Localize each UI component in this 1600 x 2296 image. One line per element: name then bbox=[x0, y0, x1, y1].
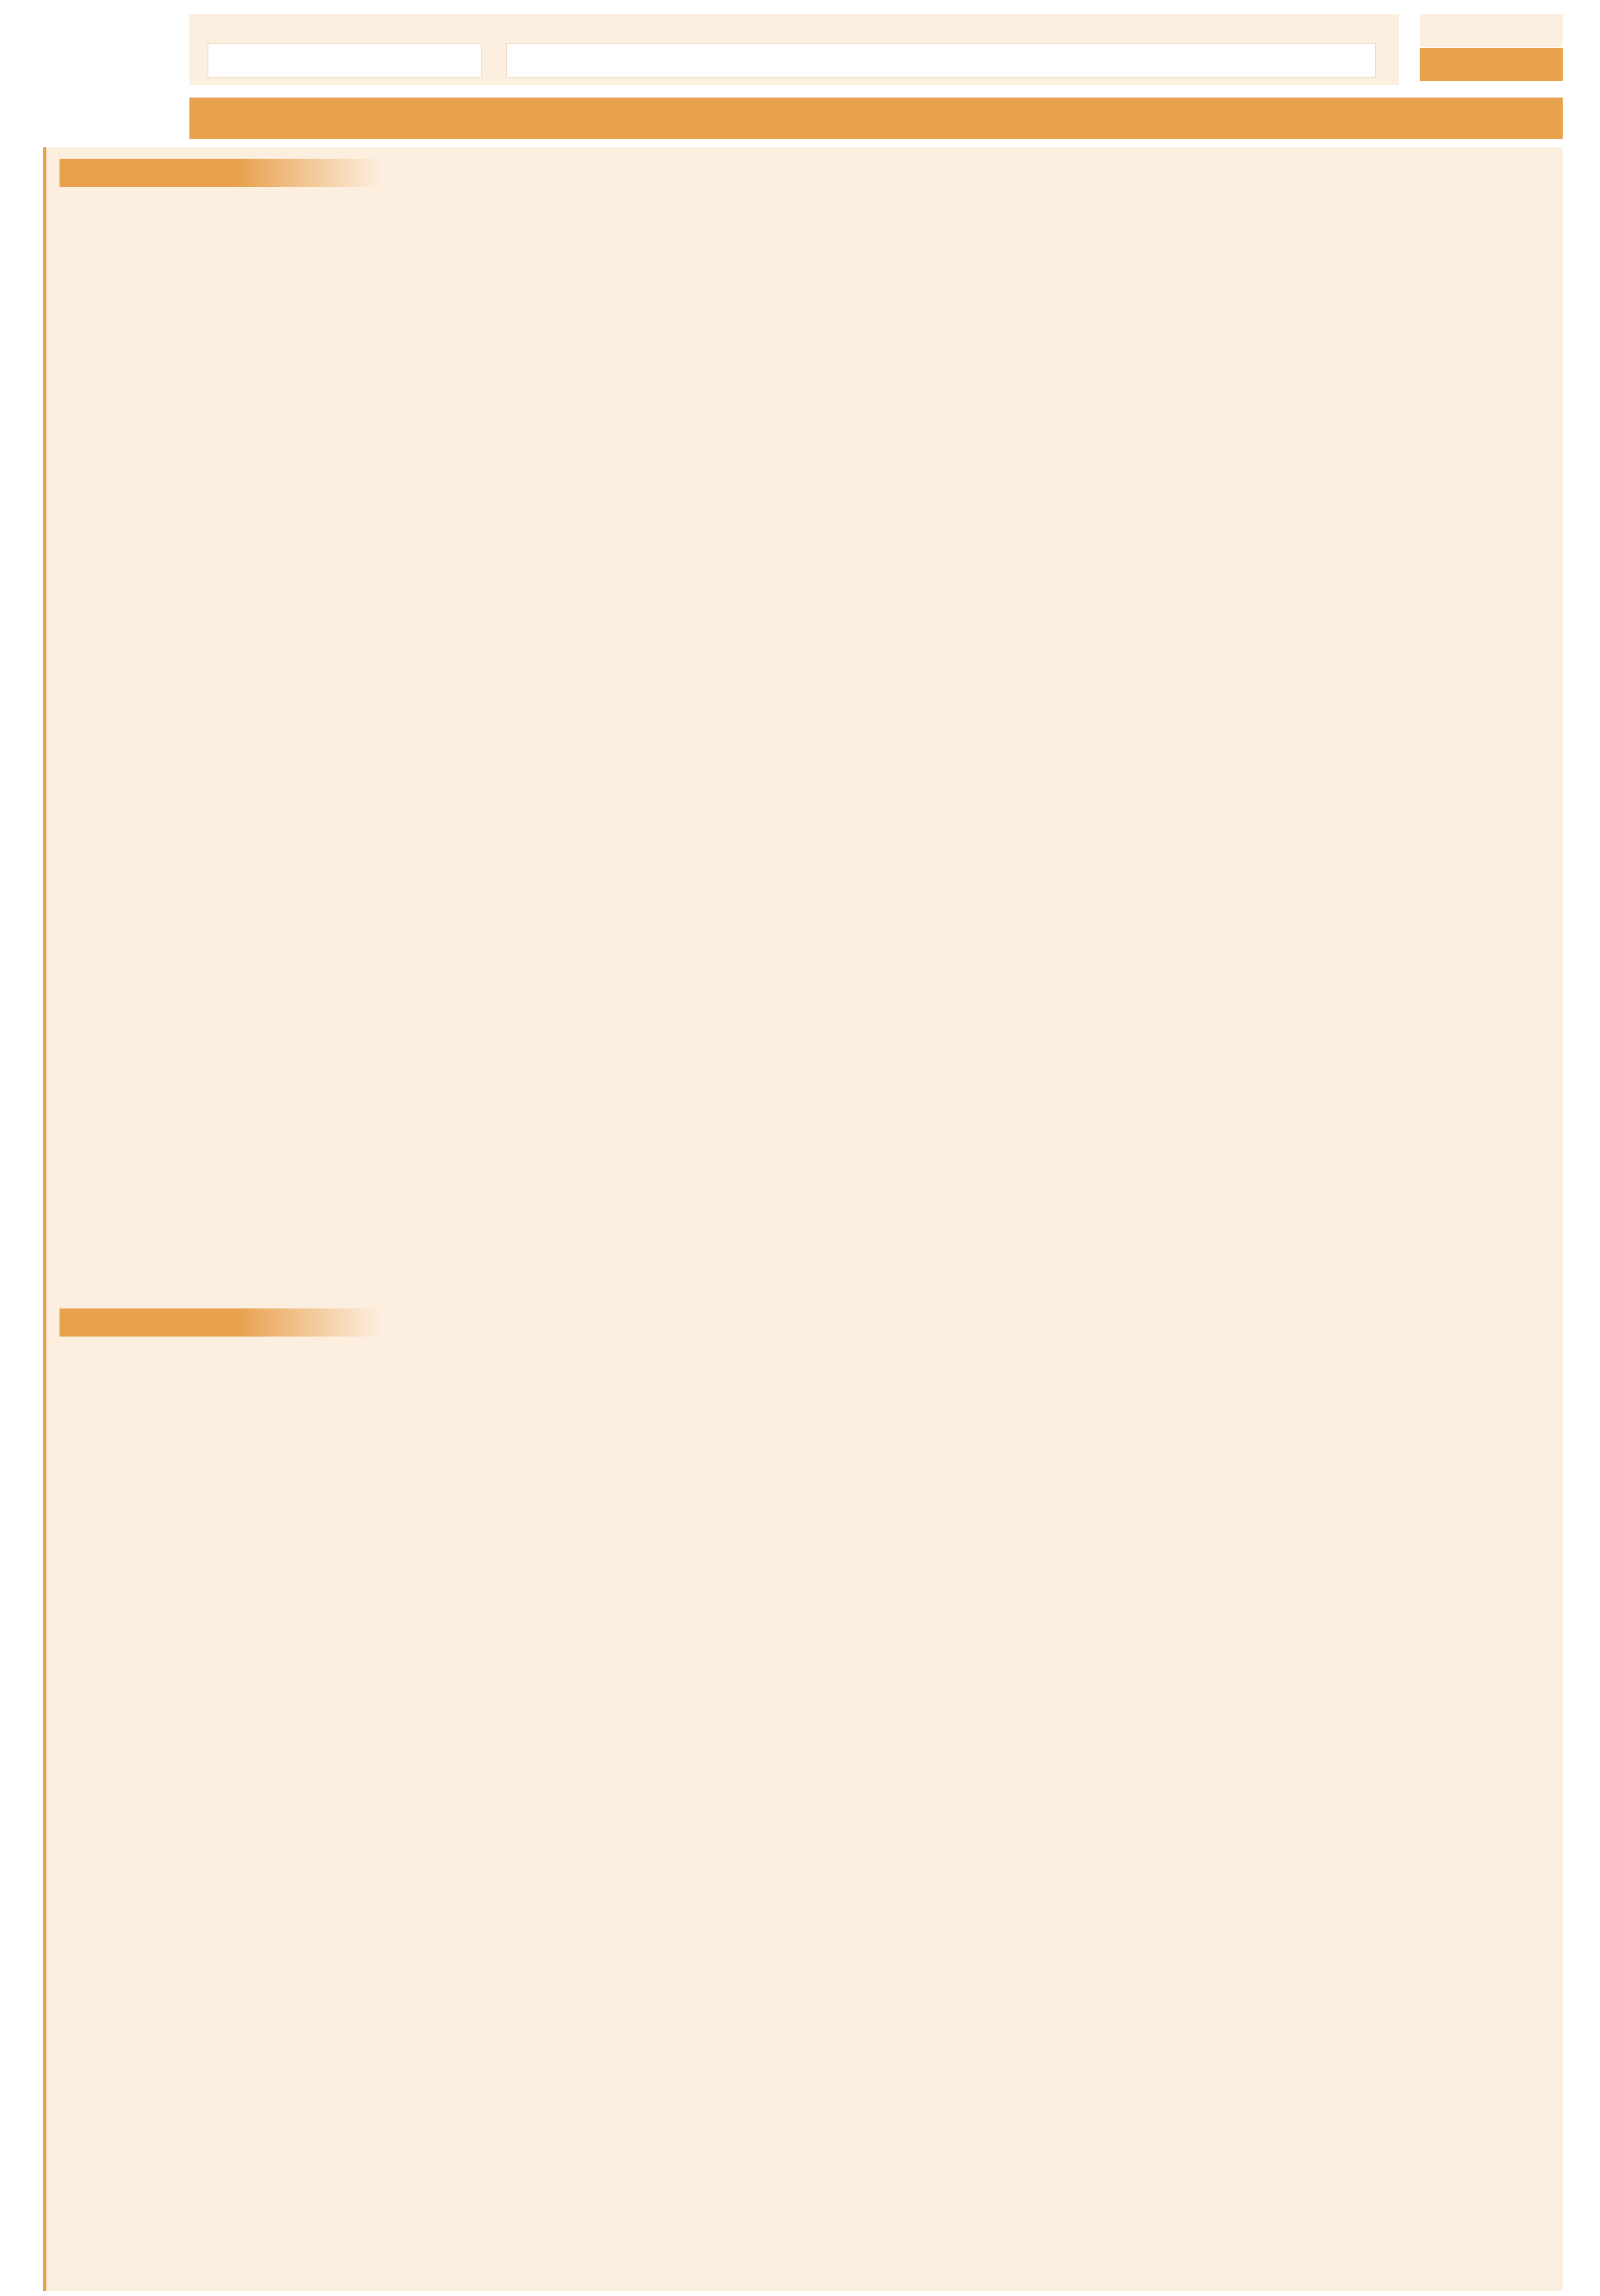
identification-box bbox=[189, 14, 1399, 85]
nif-input[interactable] bbox=[208, 43, 482, 78]
name-input[interactable] bbox=[506, 43, 1376, 78]
form-panel bbox=[43, 147, 1563, 2291]
section-cuentas-de-orden bbox=[60, 1308, 382, 1337]
page-title bbox=[189, 98, 1563, 139]
year-badge bbox=[1420, 14, 1563, 47]
page-badge bbox=[1420, 48, 1563, 81]
section-patrimonio-y-pasivo bbox=[60, 159, 382, 187]
